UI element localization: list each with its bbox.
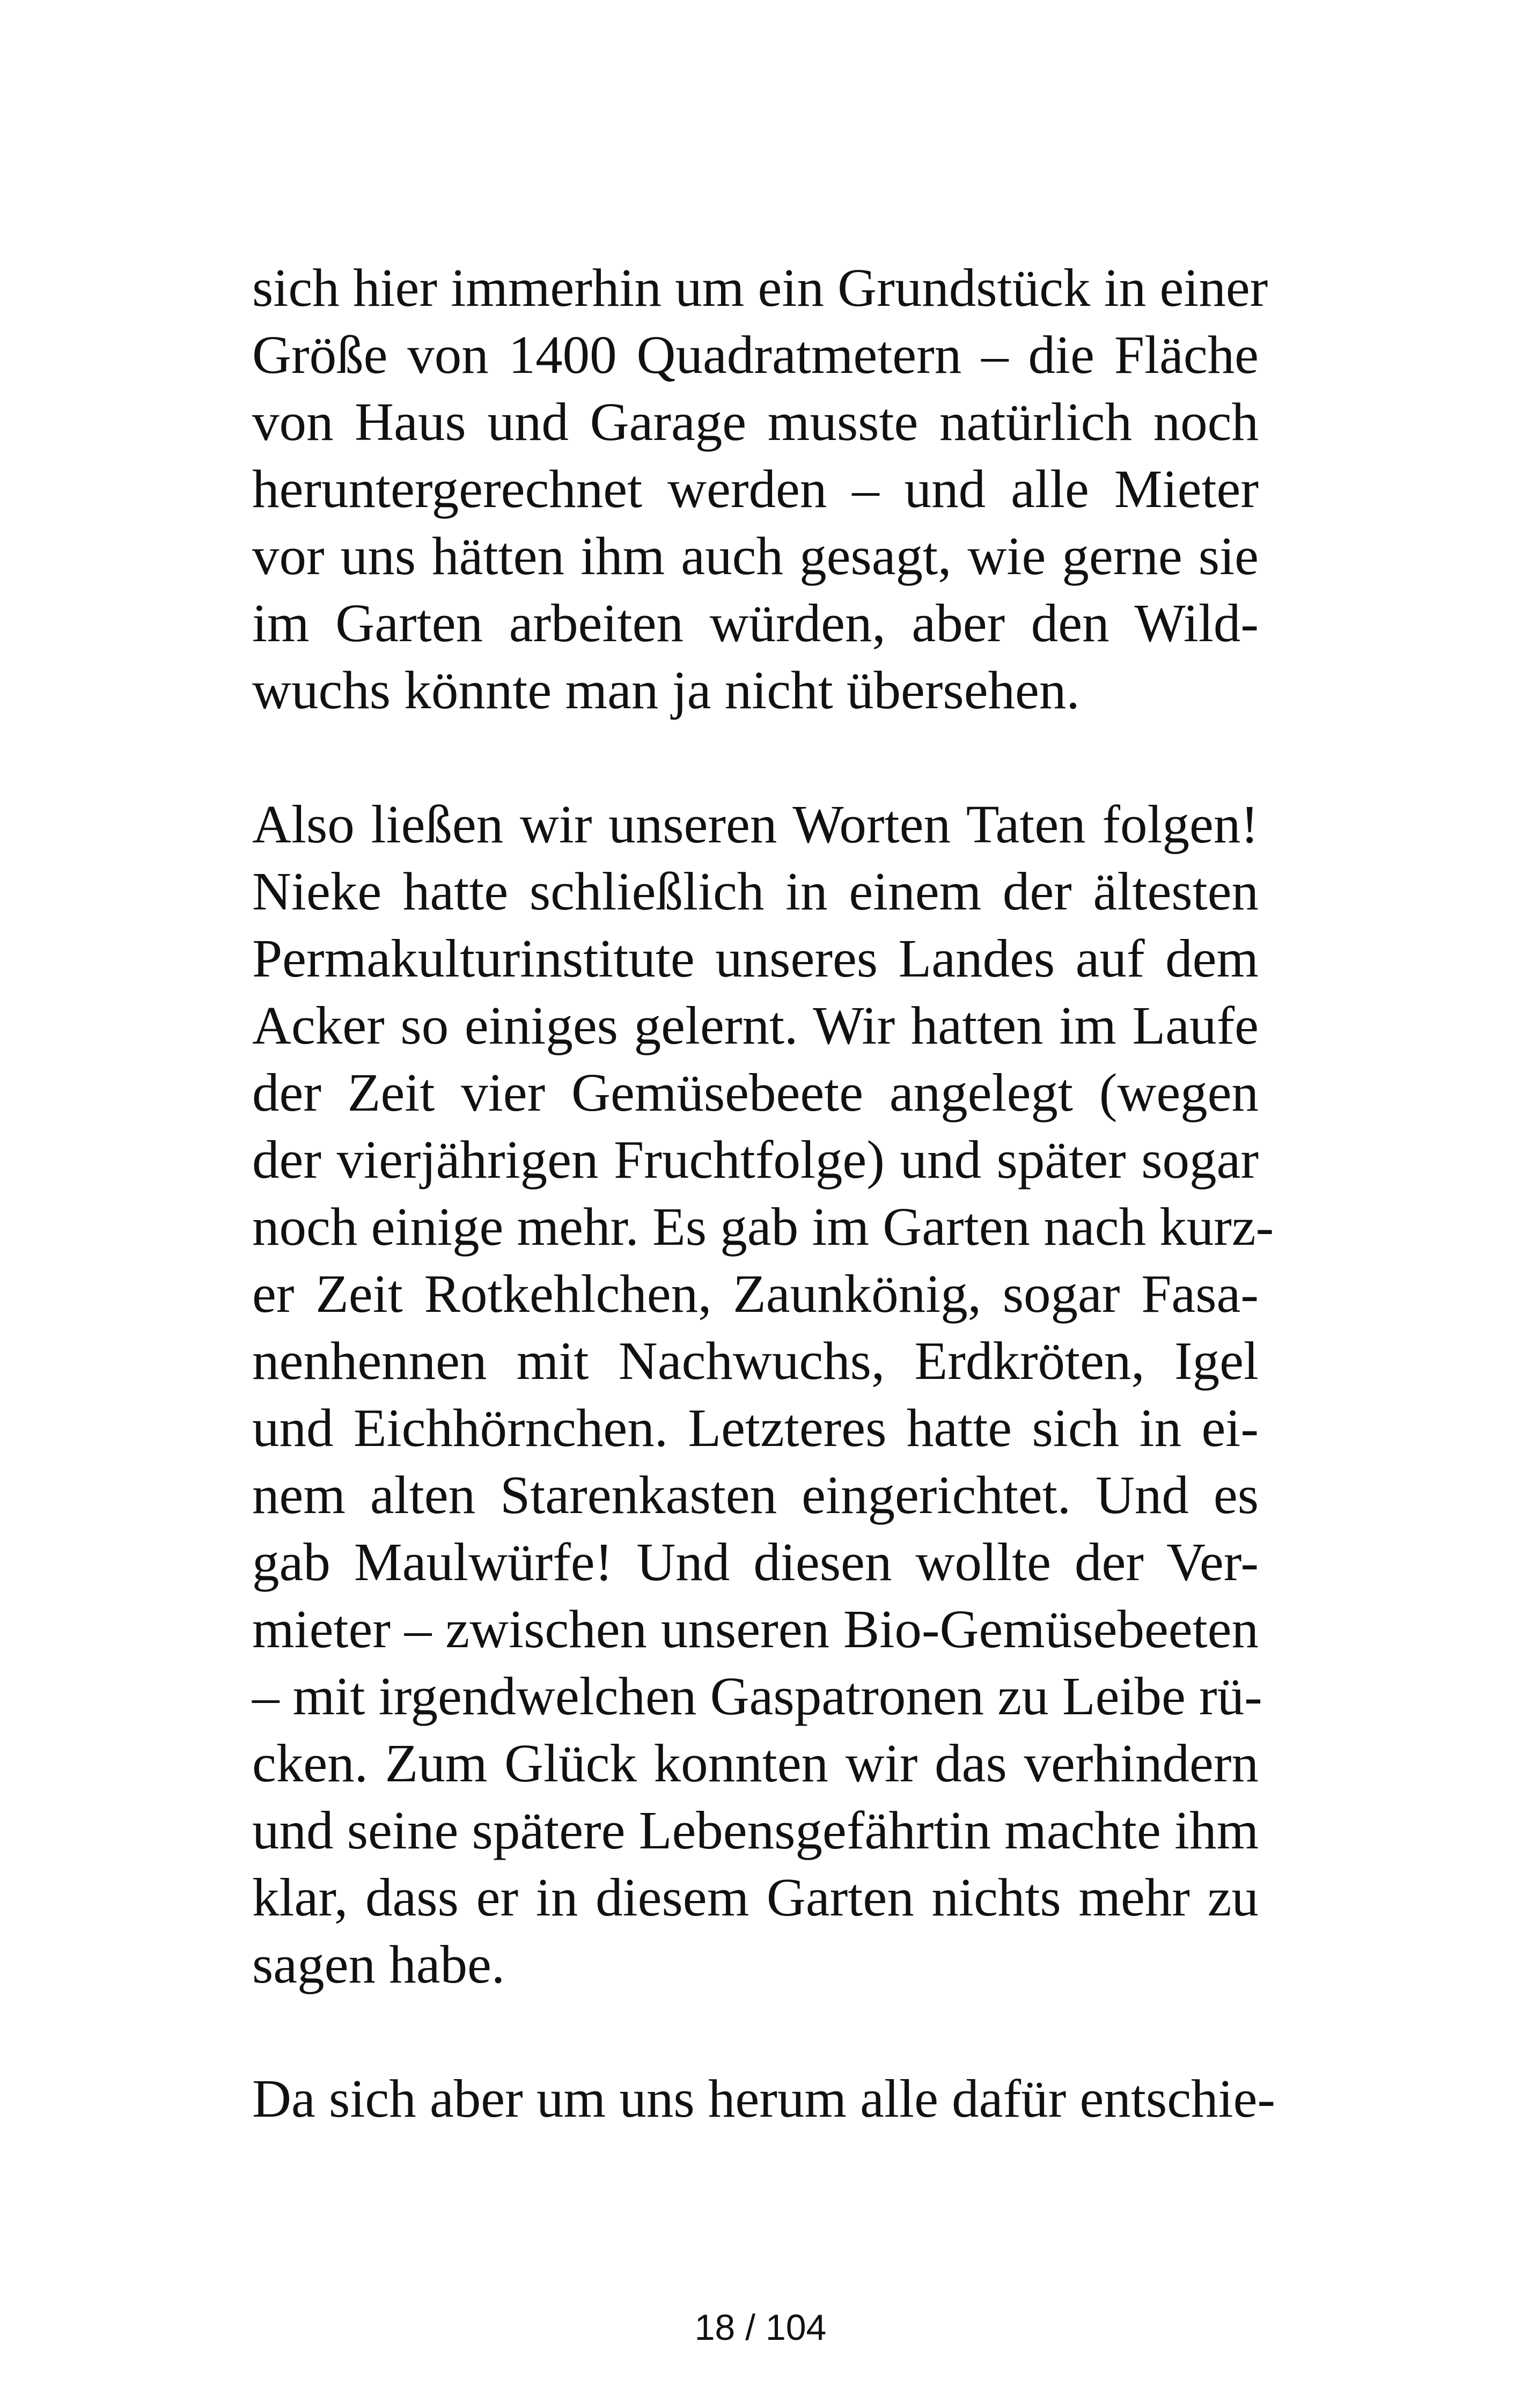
text-line: und Eichhörnchen. Letzteres hatte sich in ei- (252, 1398, 1259, 1458)
text-line: cken. Zum Glück konnten wir das verhindern (252, 1733, 1259, 1793)
text-line: nem alten Starenkasten eingerichtet. Und es (252, 1465, 1259, 1525)
text-line: von Haus und Garage musste natürlich noch (252, 392, 1259, 452)
text-line: Da sich aber um uns herum alle dafür entschie- (252, 2068, 1276, 2128)
text-line: gab Maulwürfe! Und diesen wollte der Ver- (252, 1532, 1259, 1592)
page-number: 18 / 104 (694, 2307, 827, 2348)
text-line: wuchs könnte man ja nicht übersehen. (252, 660, 1080, 720)
text-line: mieter – zwischen unseren Bio-Gemüsebeeten (252, 1599, 1259, 1659)
text-line: Also ließen wir unseren Worten Taten folgen! (252, 794, 1259, 854)
text-line: – mit irgendwelchen Gaspatronen zu Leibe rü- (252, 1666, 1262, 1726)
paragraph (252, 791, 1274, 1998)
text-line: heruntergerechnet werden – und alle Mieter (252, 459, 1259, 519)
text-line: im Garten arbeiten würden, aber den Wild- (252, 593, 1259, 653)
paragraph (252, 254, 1268, 724)
text-line: Größe von 1400 Quadratmetern – die Fläche (252, 325, 1259, 385)
text-line: Acker so einiges gelernt. Wir hatten im Laufe (252, 995, 1259, 1055)
text-line: sagen habe. (252, 1934, 505, 1994)
text-line: Permakulturinstitute unseres Landes auf dem (252, 928, 1259, 988)
text-line: vor uns hätten ihm auch gesagt, wie gerne sie (252, 526, 1259, 586)
text-line: klar, dass er in diesem Garten nichts mehr zu (252, 1867, 1259, 1927)
paragraph (252, 2065, 1276, 2132)
text-line: noch einige mehr. Es gab im Garten nach kurz- (252, 1196, 1274, 1257)
text-line: nenhennen mit Nachwuchs, Erdkröten, Igel (252, 1331, 1259, 1391)
text-line: er Zeit Rotkehlchen, Zaunkönig, sogar Fasa- (252, 1264, 1259, 1324)
text-line: der vierjährigen Fruchtfolge) und später sogar (252, 1129, 1259, 1190)
text-line: der Zeit vier Gemüsebeete angelegt (wegen (252, 1062, 1259, 1122)
text-line: sich hier immerhin um ein Grundstück in einer (252, 258, 1268, 318)
text-line: Nieke hatte schließlich in einem der ältesten (252, 861, 1259, 921)
text-line: und seine spätere Lebensgefährtin machte ihm (252, 1800, 1259, 1860)
